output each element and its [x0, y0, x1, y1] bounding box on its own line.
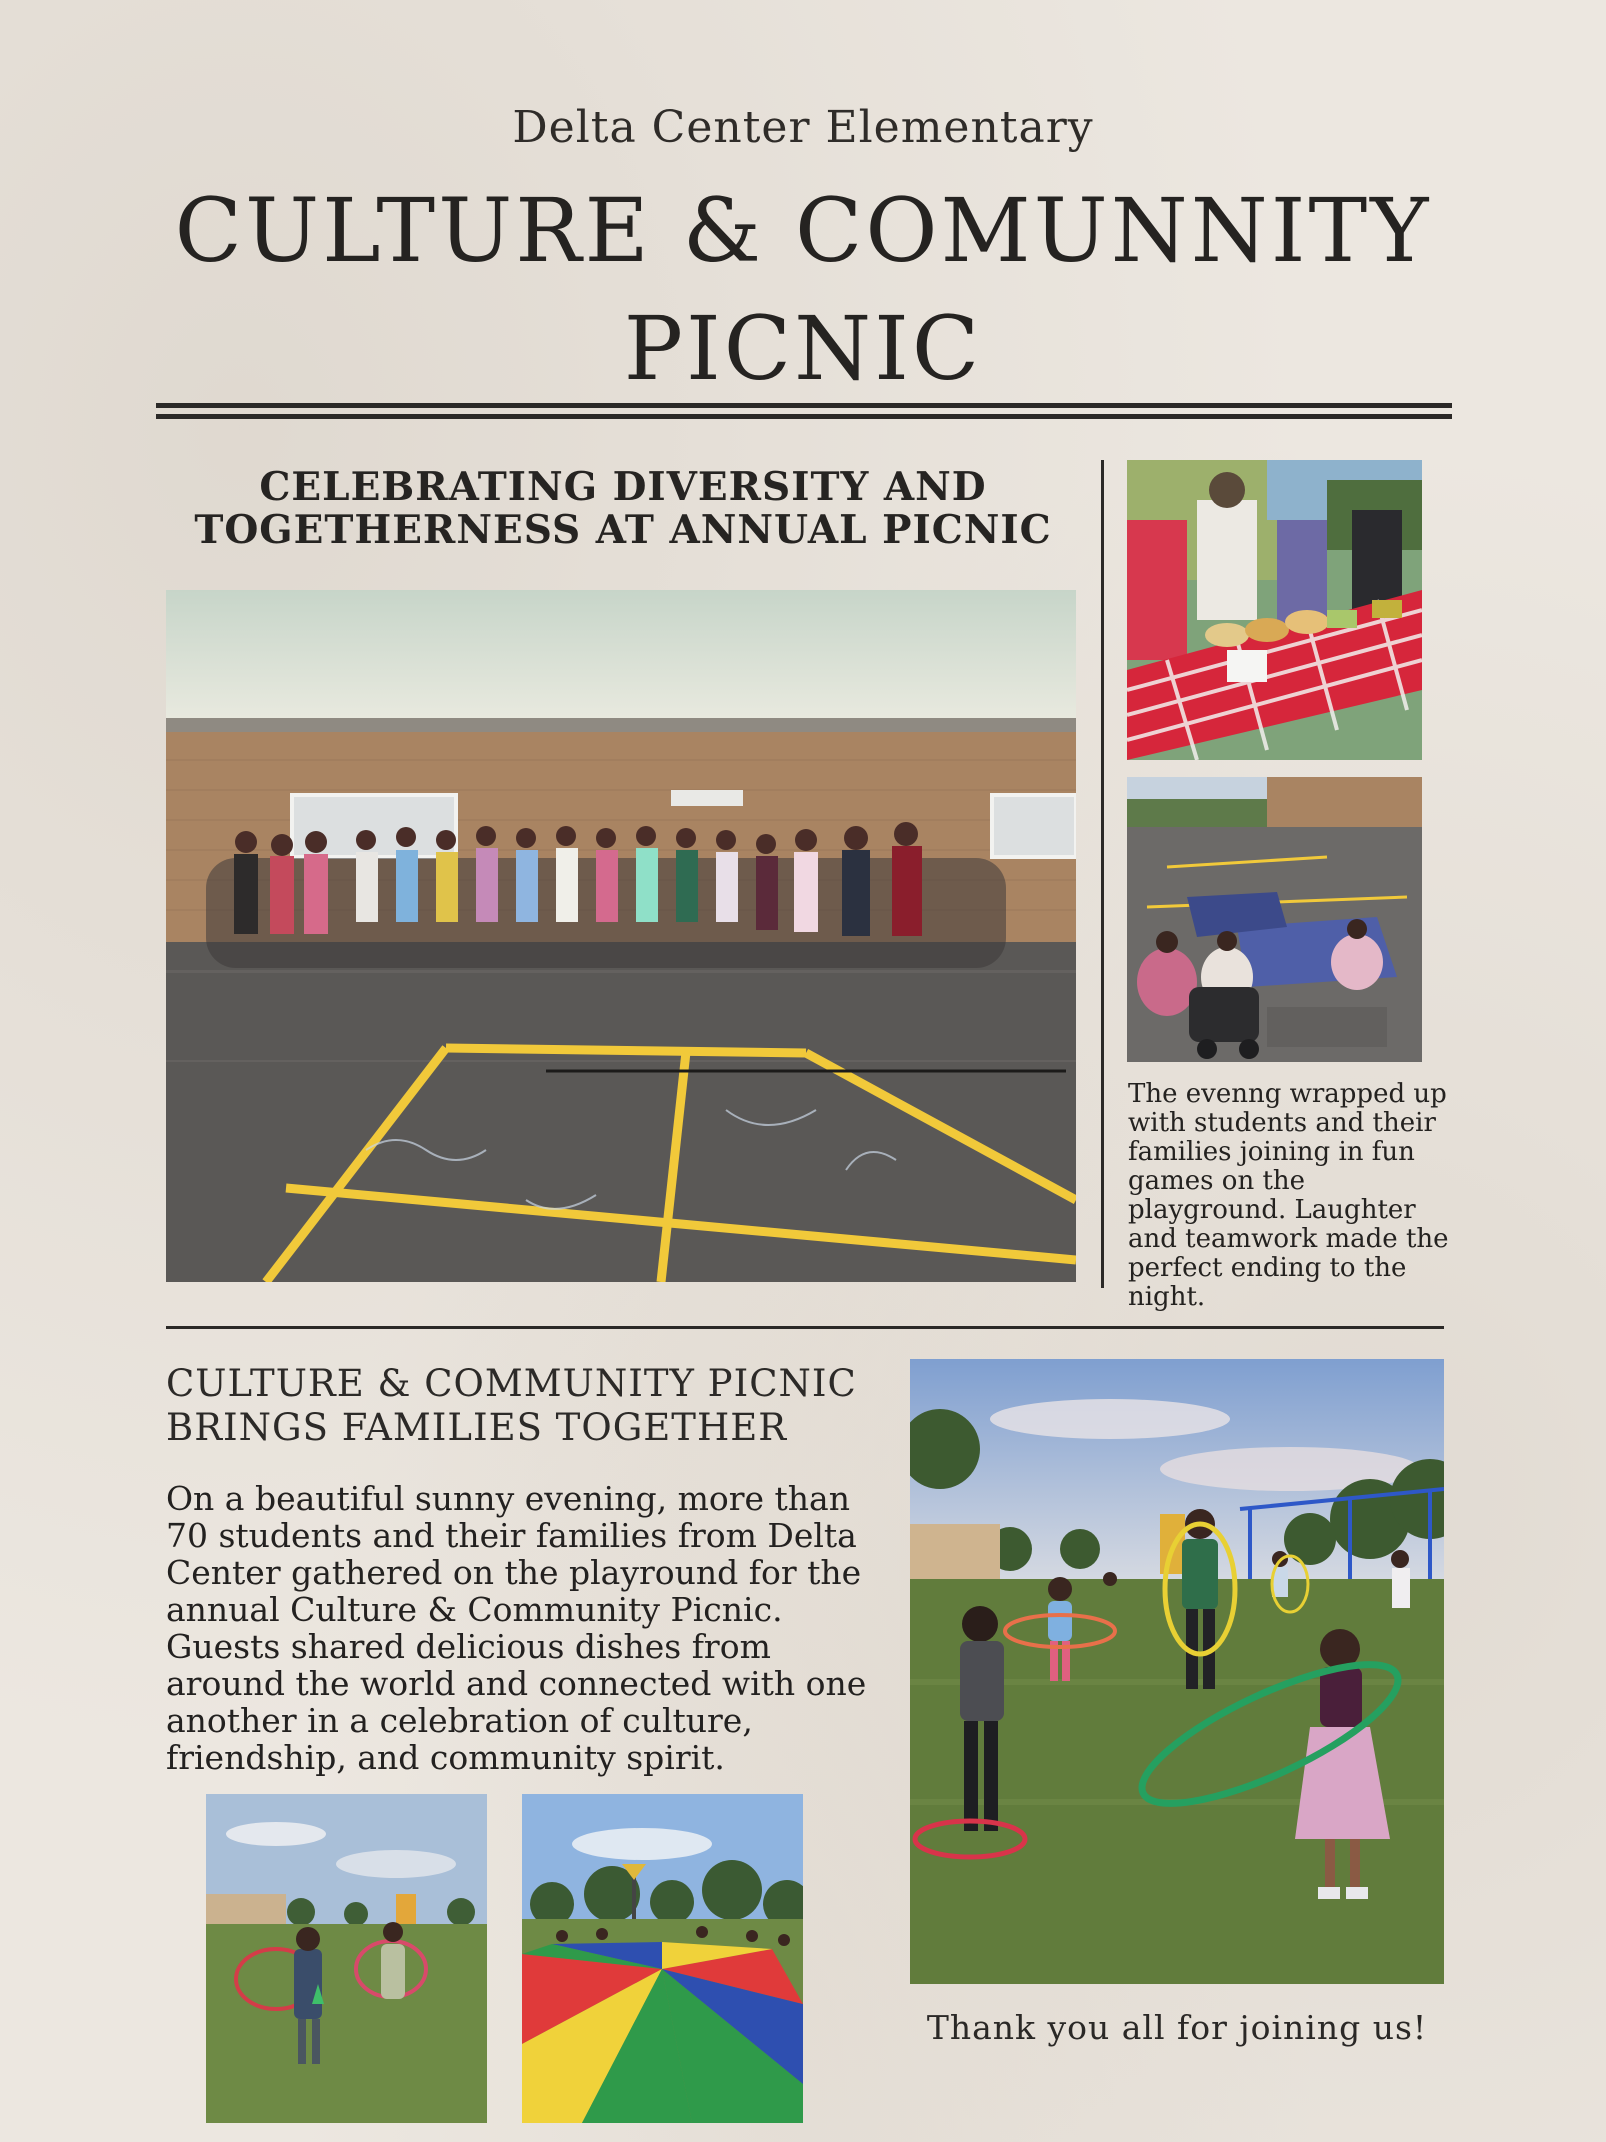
picnic-blankets-photo — [1127, 777, 1422, 1062]
section-rule — [166, 1326, 1444, 1329]
article-headline: CULTURE & COMMUNITY PICNIC BRINGS FAMILIES TOGETHER — [166, 1362, 857, 1449]
column-divider — [1101, 460, 1104, 1288]
school-name: Delta Center Elementary — [512, 102, 1094, 153]
parachute-photo — [522, 1794, 803, 2123]
article-body: On a beautiful sunny evening, more than 70 students and their families from Delta Center gathered on the playround for the annual Culture & Community Picnic. Guests shared delicious dishes from around the world and connected with one another in a celebration of culture, friendship, and community spirit. — [166, 1479, 867, 1777]
hula-hoop-photo-small — [206, 1794, 487, 2123]
group-photo — [166, 590, 1076, 1282]
field-games-photo — [910, 1359, 1444, 1984]
title-rule-top — [156, 403, 1452, 408]
food-table-photo — [1127, 460, 1422, 760]
lead-headline: CELEBRATING DIVERSITY AND TOGETHERNESS AT ANNUAL PICNIC — [194, 464, 1052, 553]
page-title: CULTURE & COMUNNITY PICNIC — [174, 179, 1432, 400]
sidebar-caption: The evenng wrapped up with students and their families joining in fun games on the playground. Laughter and teamwork made the perfect ending to the night. — [1128, 1079, 1449, 1312]
title-rule-bottom — [156, 414, 1452, 419]
thank-you-message: Thank you all for joining us! — [926, 2008, 1428, 2047]
